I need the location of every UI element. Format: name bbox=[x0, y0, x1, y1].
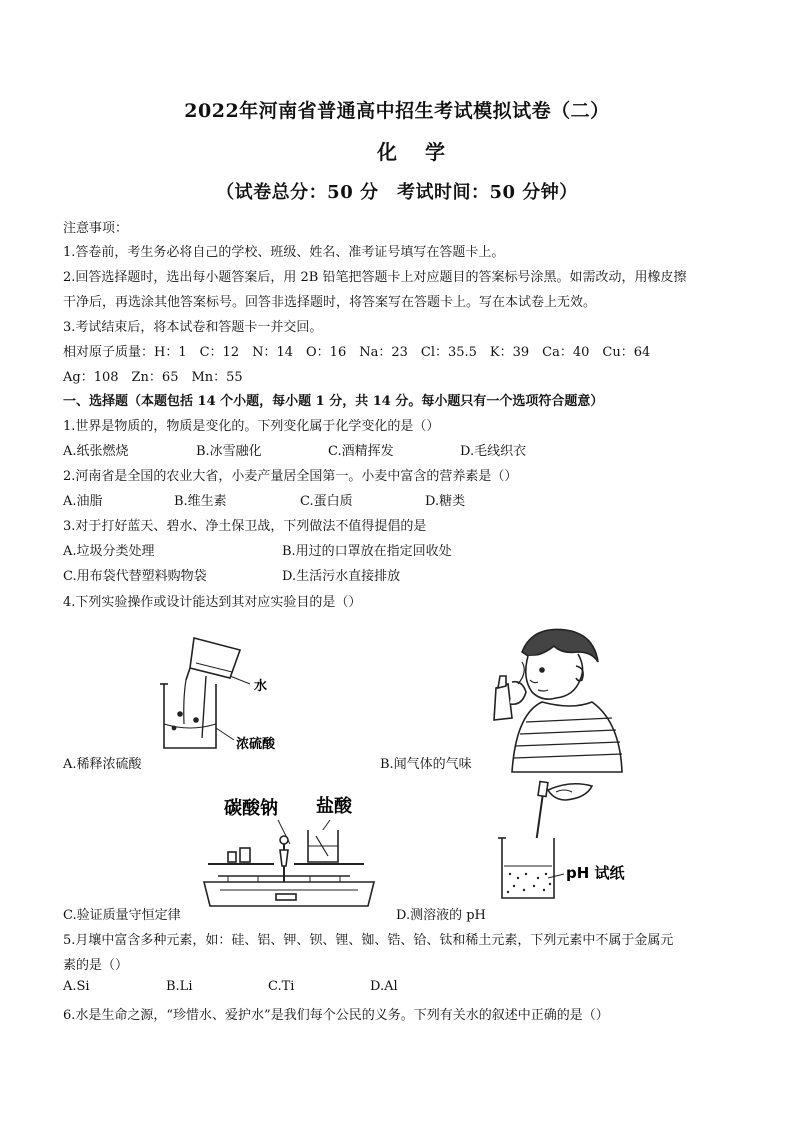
q6-stem: 6.水是生命之源，“珍惜水、爱护水”是我们每个公民的义务。下列有关水的叙述中正确的是（） bbox=[63, 1008, 609, 1023]
q5-stem-2: 素的是（） bbox=[63, 958, 129, 973]
q5-option-a: A.Si bbox=[63, 979, 90, 994]
q1-option-c: C.酒精挥发 bbox=[328, 444, 394, 459]
q5-option-d: D.Al bbox=[370, 979, 398, 994]
q1-option-a: A.纸张燃烧 bbox=[63, 444, 129, 459]
note-1: 1.答卷前，考生务必将自己的学校、班级、姓名、准考证号填写在答题卡上。 bbox=[63, 245, 505, 260]
q5-option-c: C.Ti bbox=[268, 979, 295, 994]
q4-stem: 4.下列实验操作或设计能达到其对应实验目的是（） bbox=[63, 595, 362, 610]
q1-option-d: D.毛线织衣 bbox=[460, 444, 527, 459]
q4-option-b: B.闻气体的气味 bbox=[380, 757, 472, 772]
figure-ph-test bbox=[496, 778, 646, 903]
q2-option-c: C.蛋白质 bbox=[300, 494, 353, 509]
atomic-mass-2: Ag：108 Zn：65 Mn：55 bbox=[63, 370, 243, 385]
exam-title: 2022年河南省普通高中招生考试模拟试卷（二） bbox=[184, 100, 610, 122]
q2-option-a: A.油脂 bbox=[63, 494, 103, 509]
q2-stem: 2.河南省是全国的农业大省，小麦产量居全国第一。小麦中富含的营养素是（） bbox=[63, 469, 518, 484]
q3-option-b: B.用过的口罩放在指定回收处 bbox=[282, 544, 452, 559]
fig-c-hcl-label: 盐酸 bbox=[316, 796, 352, 817]
figure-smell-gas bbox=[482, 622, 632, 772]
q4-option-a: A.稀释浓硫酸 bbox=[63, 757, 142, 772]
q2-option-b: B.维生素 bbox=[174, 494, 227, 509]
q4-option-c: C.验证质量守恒定律 bbox=[63, 908, 181, 923]
q5-stem-1: 5.月壤中富含多种元素，如：硅、铝、钾、钡、锂、铷、锆、铪、钛和稀土元素，下列元素中不属于金属元 bbox=[63, 933, 674, 948]
atomic-mass-1: 相对原子质量：H：1 C：12 N：14 O：16 Na：23 Cl：35.5 K：39 Ca：40 Cu：64 bbox=[63, 345, 651, 360]
subject-title: 化学 bbox=[377, 140, 473, 164]
note-2b: 干净后，再选涂其他答案标号。回答非选择题时，将答案写在答题卡上。写在本试卷上无效。 bbox=[63, 295, 597, 310]
note-3: 3.考试结束后，将本试卷和答题卡一并交回。 bbox=[63, 320, 323, 335]
figure-dilute-acid bbox=[150, 628, 320, 758]
q4-option-d: D.测溶液的 pH bbox=[396, 908, 486, 923]
q1-stem: 1.世界是物质的，物质是变化的。下列变化属于化学变化的是（） bbox=[63, 419, 440, 434]
q3-option-a: A.垃圾分类处理 bbox=[63, 544, 155, 559]
section-heading: 一、选择题（本题包括 14 个小题，每小题 1 分，共 14 分。每小题只有一个选项符合题意） bbox=[63, 394, 604, 409]
q1-option-b: B.冰雪融化 bbox=[196, 444, 262, 459]
figure-mass-conservation bbox=[198, 790, 398, 915]
fig-a-water-label: 水 bbox=[254, 679, 268, 694]
q5-option-b: B.Li bbox=[166, 979, 193, 994]
fig-c-na2co3-label: 碳酸钠 bbox=[224, 798, 278, 819]
q3-option-c: C.用布袋代替塑料购物袋 bbox=[63, 569, 207, 584]
fig-d-ph-label: pH 试纸 bbox=[566, 864, 625, 882]
fig-a-acid-label: 浓硫酸 bbox=[236, 737, 276, 752]
exam-info: （试卷总分：50 分 考试时间：50 分钟） bbox=[216, 182, 578, 203]
q2-option-d: D.糖类 bbox=[425, 494, 466, 509]
q3-stem: 3.对于打好蓝天、碧水、净土保卫战，下列做法不值得提倡的是 bbox=[63, 519, 427, 534]
notes-heading: 注意事项： bbox=[63, 221, 129, 236]
note-2a: 2.回答选择题时，选出每小题答案后，用 2B 铅笔把答题卡上对应题目的答案标号涂黑。如需改动，用橡皮擦 bbox=[63, 270, 687, 285]
q3-option-d: D.生活污水直接排放 bbox=[282, 569, 401, 584]
